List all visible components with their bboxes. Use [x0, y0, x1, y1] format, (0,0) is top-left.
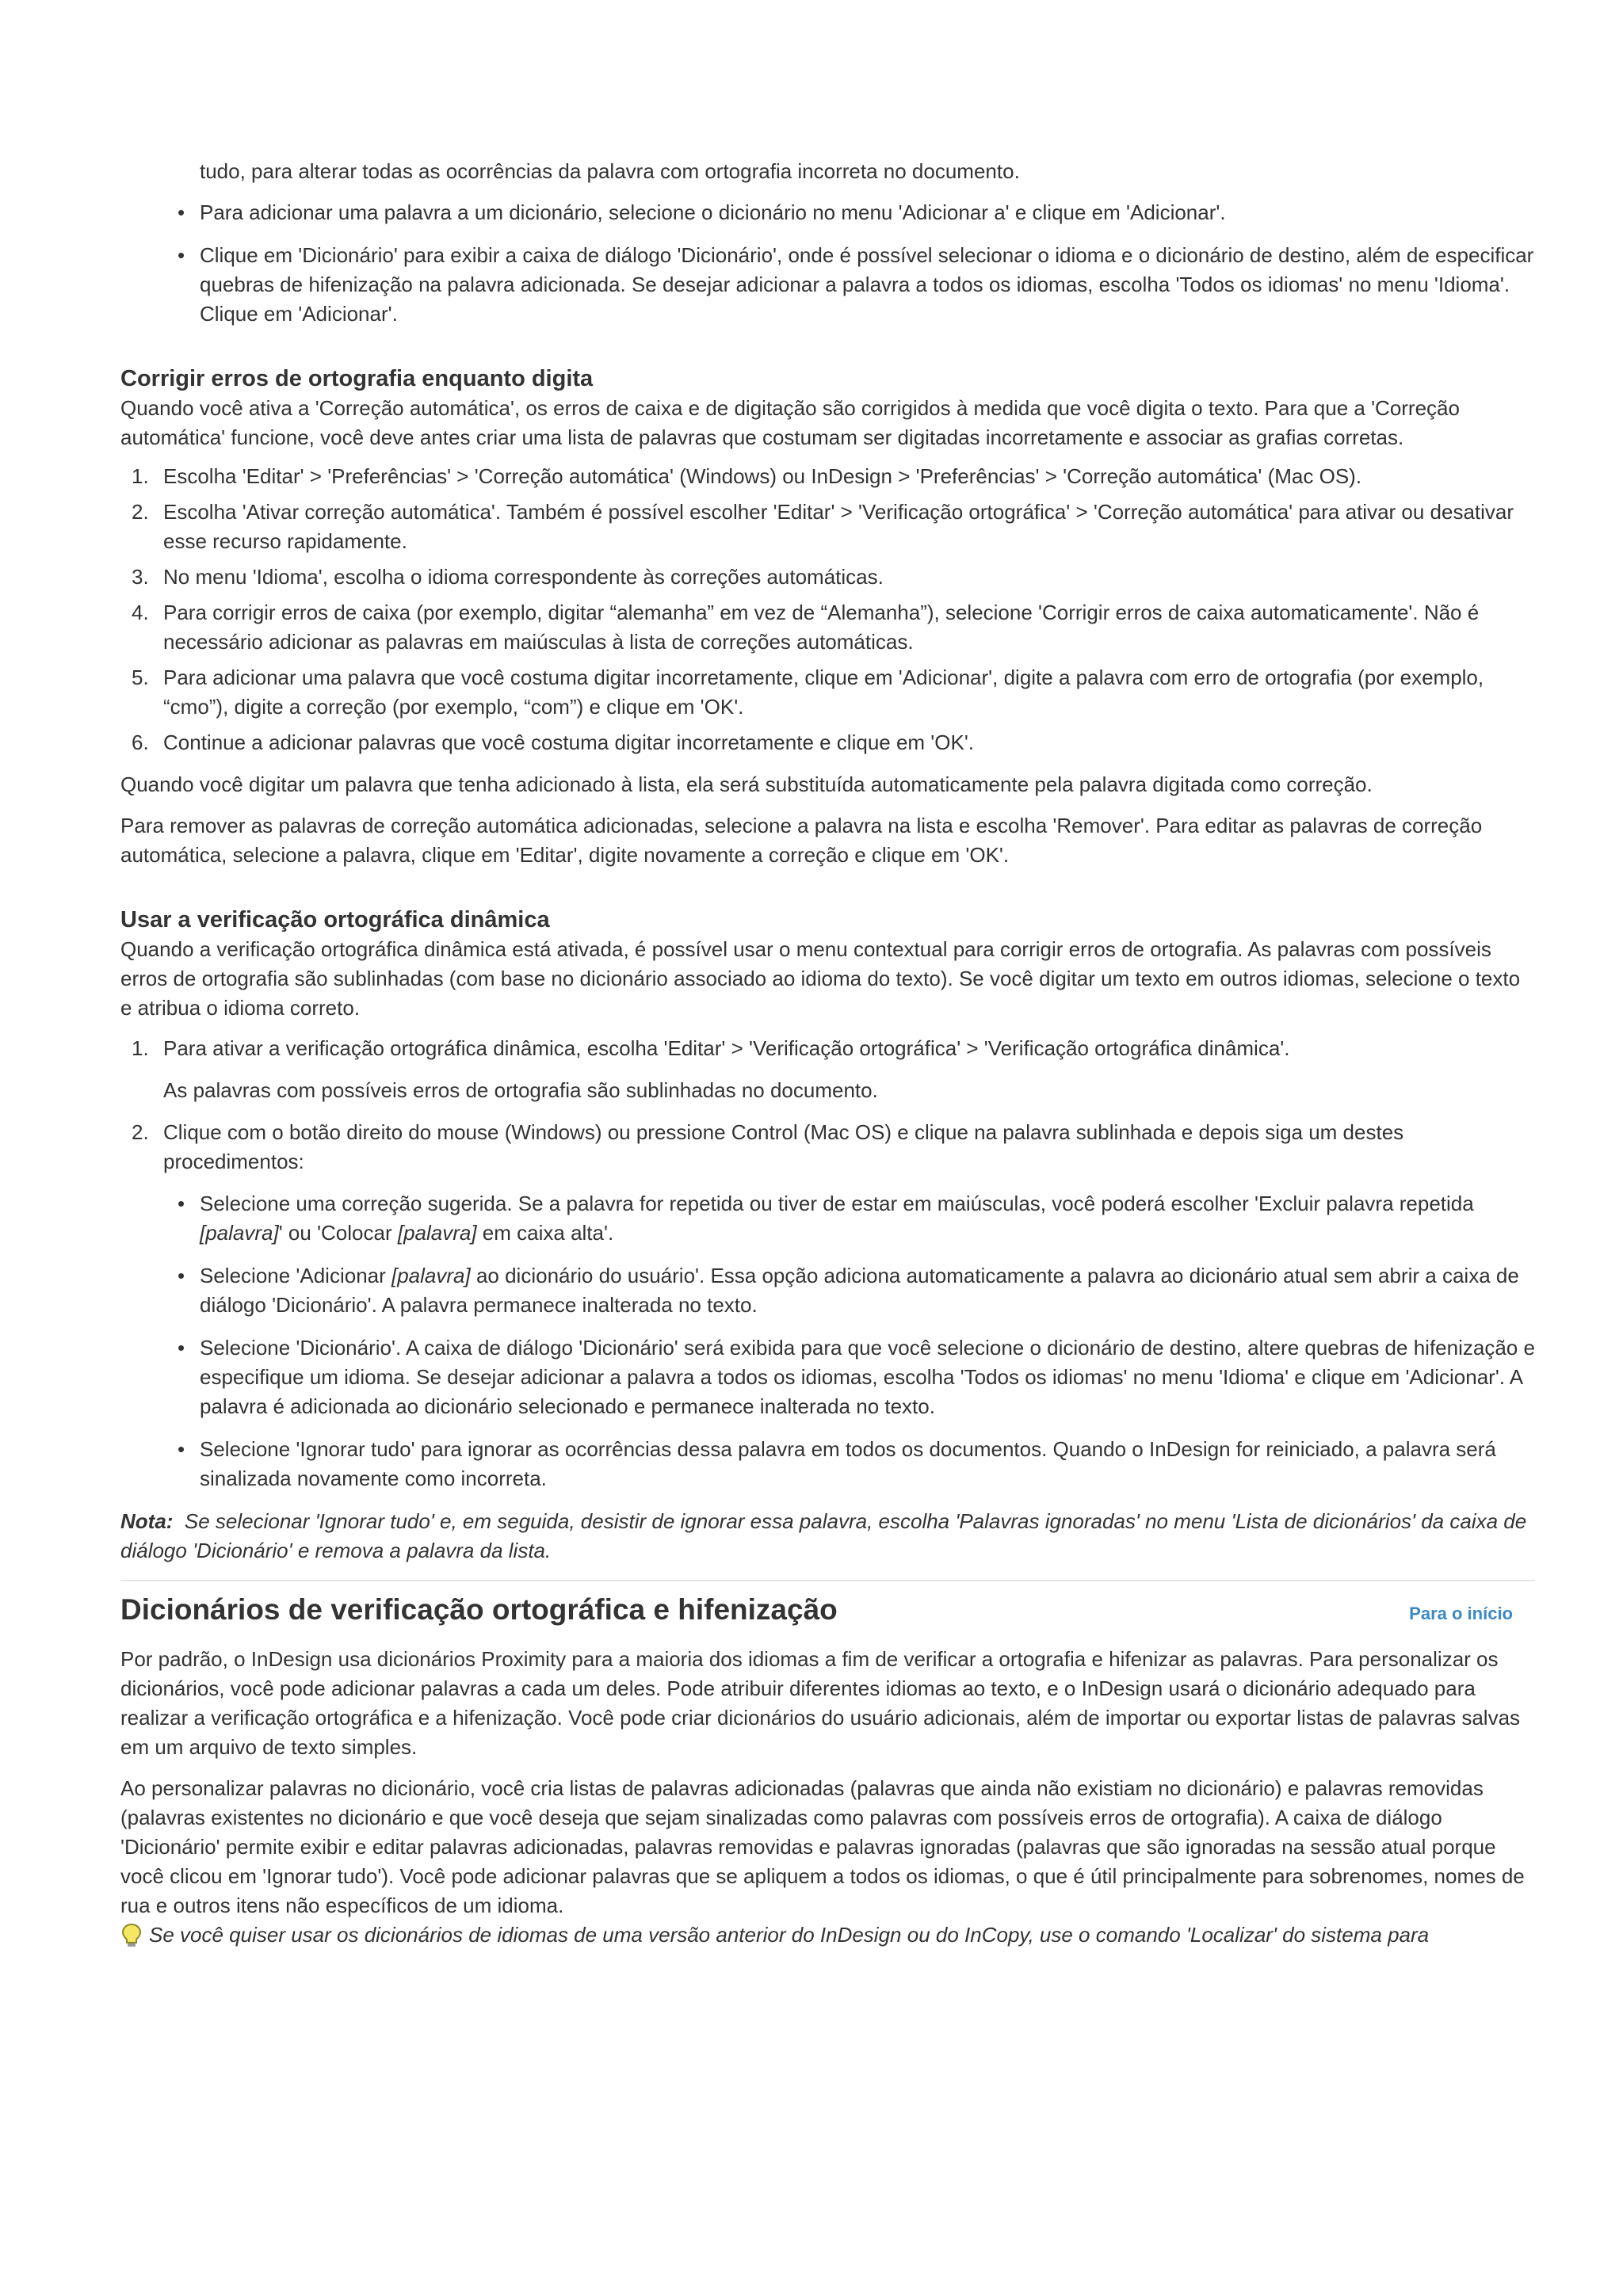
list-item: • Selecione 'Dicionário'. A caixa de diálogo 'Dicionário' será exibida para que você selecione o dicionário de destino, altere quebras de hifenização e especifique um idioma. Se desejar adicionar a palavra a todos os idiomas, escolha 'Todos os idiomas' no menu 'Idioma' e clique em 'Adicionar'. A palavra é adicionada ao dicionário selecionado e permanece inalterada no texto.	[163, 1333, 1535, 1421]
step-item	[120, 563, 1535, 592]
back-to-top-link[interactable]: Para o início	[1409, 1604, 1513, 1623]
section-heading-autocorrect: Corrigir erros de ortografia enquanto digita	[120, 366, 594, 391]
section-heading-dynamic: Usar a verificação ortográfica dinâmica	[120, 907, 550, 933]
list-item	[163, 1261, 1535, 1320]
text-run: ao dicionário do usuário'. Essa opção adiciona automaticamente a palavra ao dicionário atual sem abrir a caixa de diálogo 'Dicionário'. A palavra permanece inalterada no texto.	[200, 1264, 1519, 1317]
autocorrect-after-2: Para remover as palavras de correção automática adicionadas, selecione a palavra na lista e escolha 'Remover'. Para editar as palavras de correção automática, selecione a palavra, clique em 'Editar', digite novamente a correção e clique em 'OK'.	[120, 814, 1483, 867]
step-number: 4.	[132, 601, 149, 624]
step-text: Para ativar a verificação ortográfica dinâmica, escolha 'Editar' > 'Verificação ortográfica' > 'Verificação ortográfica dinâmica'.	[163, 1036, 1290, 1060]
dynamic-steps	[120, 1034, 1535, 1493]
dynamic-intro: Quando a verificação ortográfica dinâmica está ativada, é possível usar o menu contextual para corrigir erros de ortografia. As palavras com possíveis erros de ortografia são sublinhadas (com base no dicionário associado ao idioma do texto). Se você digitar um texto em outros idiomas, selecione o texto e atribua o idioma correto.	[120, 937, 1521, 1020]
intro-bullet-list	[120, 198, 1535, 329]
step-text: Para corrigir erros de caixa (por exemplo, digitar “alemanha” em vez de “Alemanha”), selecione 'Corrigir erros de caixa automaticamente'. Não é necessário adicionar as palavras em maiúsculas à lista de correções automáticas.	[163, 601, 1480, 654]
intro-continuation: tudo, para alterar todas as ocorrências da palavra com ortografia incorreta no documento.	[200, 159, 1020, 183]
text-run: em caixa alta'.	[476, 1221, 614, 1245]
list-item: • Para adicionar uma palavra a um dicionário, selecione o dicionário no menu 'Adicionar a' e clique em 'Adicionar'.	[120, 198, 1535, 227]
lightbulb-icon	[120, 1923, 143, 1948]
placeholder-word: [palavra]	[397, 1221, 477, 1245]
step-text: Escolha 'Ativar correção automática'. Também é possível escolher 'Editar' > 'Verificação ortográfica' > 'Correção automática' para ativar ou desativar esse recurso rapidamente.	[163, 500, 1514, 553]
step-text: Continue a adicionar palavras que você costuma digitar incorretamente e clique em 'OK'.	[163, 730, 975, 754]
step-number: 3.	[132, 565, 149, 589]
autocorrect-after-1: Quando você digitar um palavra que tenha adicionado à lista, ela será substituída automaticamente pela palavra digitada como correção.	[120, 772, 1373, 796]
text-run: ' ou 'Colocar	[278, 1221, 398, 1245]
step-text: Para adicionar uma palavra que você costuma digitar incorretamente, clique em 'Adicionar', digite a palavra com erro de ortografia (por exemplo, “cmo”), digite a correção (por exemplo, “com”) e clique em 'OK'.	[163, 666, 1484, 719]
section-header	[120, 1581, 1535, 1627]
tip	[120, 1920, 1535, 1950]
tip-text: Se você quiser usar os dicionários de idiomas de uma versão anterior do InDesign ou do InCopy, use o comando 'Localizar' do sistema para	[149, 1923, 1430, 1947]
note	[120, 1507, 1535, 1566]
step-item	[120, 462, 1535, 491]
step-number: 2.	[132, 500, 149, 524]
autocorrect-steps	[120, 462, 1535, 757]
procedure-list	[163, 1189, 1535, 1493]
list-item: • Selecione 'Ignorar tudo' para ignorar as ocorrências dessa palavra em todos os documentos. Quando o InDesign for reiniciado, a palavra será sinalizada novamente como incorreta.	[163, 1435, 1535, 1493]
step-item	[120, 598, 1535, 657]
step-number: 1.	[132, 1036, 149, 1060]
note-label: Nota:	[120, 1509, 174, 1533]
text-run: Selecione uma correção sugerida. Se a palavra for repetida ou tiver de estar em maiúsculas, você poderá escolher 'Excluir palavra repetida	[200, 1192, 1474, 1215]
step-item	[120, 1118, 1535, 1493]
list-item	[163, 1189, 1535, 1248]
step-number: 5.	[132, 666, 149, 689]
step-note: As palavras com possíveis erros de ortografia são sublinhadas no documento.	[163, 1078, 878, 1102]
autocorrect-intro: Quando você ativa a 'Correção automática', os erros de caixa e de digitação são corrigidos à medida que você digita o texto. Para que a 'Correção automática' funcione, você deve antes criar uma lista de palavras que costumam ser digitadas incorretamente e associar as grafias corretas.	[120, 396, 1460, 449]
dictionaries-paragraph-1: Por padrão, o InDesign usa dicionários Proximity para a maioria dos idiomas a fim de verificar a ortografia e hifenizar as palavras. Para personalizar os dicionários, você pode adicionar palavras a cada um deles. Pode atribuir diferentes idiomas ao texto, e o InDesign usará o dicionário adequado para realizar a verificação ortográfica e a hifenização. Você pode criar dicionários do usuário adicionais, além de importar ou exportar listas de palavras salvas em um arquivo de texto simples.	[120, 1647, 1521, 1759]
note-text: Se selecionar 'Ignorar tudo' e, em seguida, desistir de ignorar essa palavra, escolha 'Palavras ignoradas' no menu 'Lista de dicionários' da caixa de diálogo 'Dicionário' e remova a palavra da lista.	[120, 1509, 1527, 1562]
step-text: No menu 'Idioma', escolha o idioma correspondente às correções automáticas.	[163, 565, 884, 589]
step-text: Escolha 'Editar' > 'Preferências' > 'Correção automática' (Windows) ou InDesign > 'Preferências' > 'Correção automática' (Mac OS).	[163, 464, 1362, 488]
step-item	[120, 728, 1535, 757]
placeholder-word: [palavra]	[391, 1264, 471, 1287]
list-item: • Clique em 'Dicionário' para exibir a caixa de diálogo 'Dicionário', onde é possível selecionar o idioma e o dicionário de destino, além de especificar quebras de hifenização na palavra adicionada. Se desejar adicionar a palavra a todos os idiomas, escolha 'Todos os idiomas' no menu 'Idioma'. Clique em 'Adicionar'.	[120, 241, 1535, 329]
step-number: 1.	[132, 464, 149, 488]
step-item	[120, 663, 1535, 722]
dictionaries-paragraph-2: Ao personalizar palavras no dicionário, você cria listas de palavras adicionadas (palavras que ainda não existiam no dicionário) e palavras removidas (palavras existentes no dicionário e que você deseja que sejam sinalizadas como palavras com possíveis erros de ortografia). A caixa de diálogo 'Dicionário' permite exibir e editar palavras adicionadas, palavras removidas e palavras ignoradas (palavras que são ignoradas na sessão atual porque você clicou em 'Ignorar tudo'). Você pode adicionar palavras que se apliquem a todos os idiomas, o que é útil principalmente para sobrenomes, nomes de rua e outros itens não específicos de um idioma.	[120, 1776, 1525, 1917]
step-item	[120, 1034, 1535, 1105]
document-content	[120, 157, 1535, 1950]
step-number: 6.	[132, 730, 149, 754]
placeholder-word: [palavra]	[200, 1221, 279, 1245]
step-item	[120, 498, 1535, 556]
section-heading-dictionaries: Dicionários de verificação ortográfica e hifenização	[120, 1593, 838, 1626]
step-text: Clique com o botão direito do mouse (Windows) ou pressione Control (Mac OS) e clique na palavra sublinhada e depois siga um destes procedimentos:	[163, 1120, 1404, 1173]
text-run: Selecione 'Adicionar	[200, 1264, 391, 1287]
step-number: 2.	[132, 1120, 149, 1144]
